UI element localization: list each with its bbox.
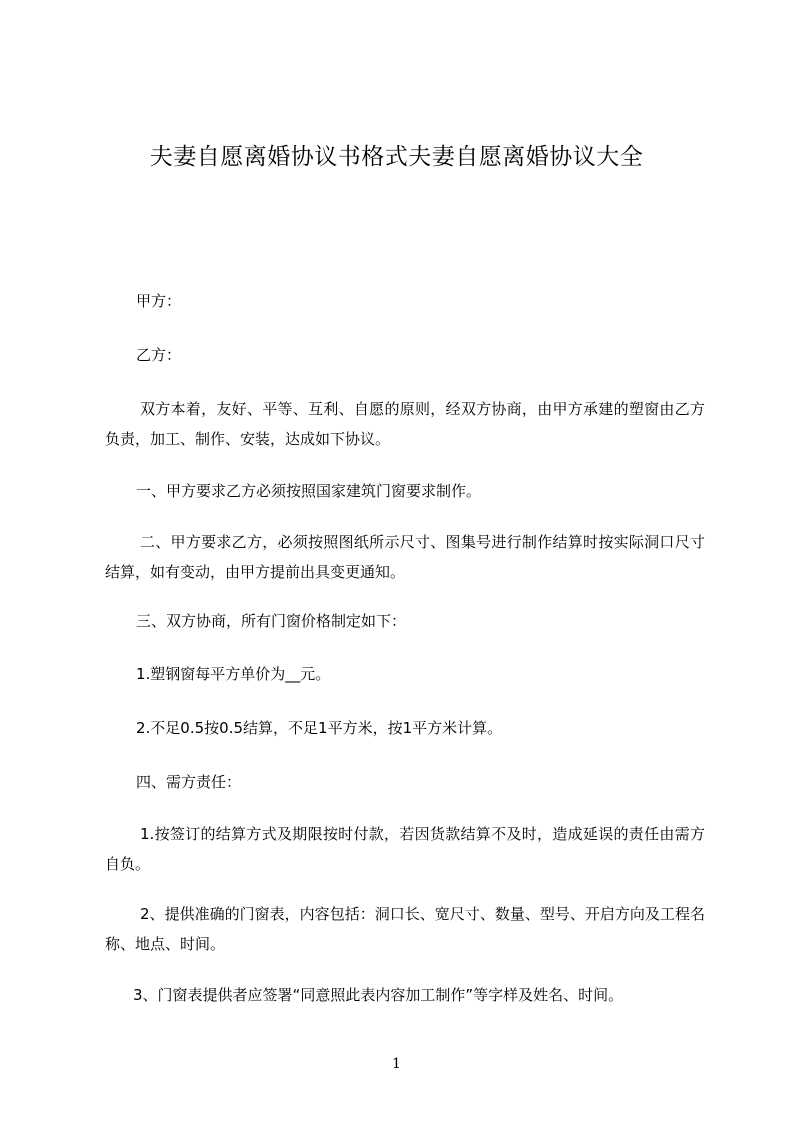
clause-4-heading: 四、需方责任： <box>136 773 242 791</box>
clause-3: 三、双方协商，所有门窗价格制定如下： <box>136 612 407 630</box>
clause-1: 一、甲方要求乙方必须按照国家建筑门窗要求制作。 <box>136 482 482 500</box>
price-item-1: 1.塑钢窗每平方单价为__元。 <box>136 665 331 683</box>
party-b-line: 乙方： <box>136 346 182 364</box>
party-a-line: 甲方： <box>136 292 182 310</box>
buyer-duty-2: 2、提供准确的门窗表，内容包括：洞口长、宽尺寸、数量、型号、开启方向及工程名称、地点、时间。 <box>105 905 705 953</box>
buyer-duty-1: 1.按签订的结算方式及期限按时付款，若因货款结算不及时，造成延误的责任由需方自负。 <box>105 825 705 873</box>
buyer-duty-3: 3、门窗表提供者应签署“同意照此表内容加工制作”等字样及姓名、时间。 <box>133 986 624 1004</box>
preamble-paragraph: 双方本着，友好、平等、互利、自愿的原则，经双方协商，由甲方承建的塑窗由乙方负责，加工、制作、安装，达成如下协议。 <box>105 400 705 448</box>
document-title: 夫妻自愿离婚协议书格式夫妻自愿离婚协议大全 <box>149 144 644 170</box>
clause-2: 二、甲方要求乙方，必须按照图纸所示尺寸、图集号进行制作结算时按实际洞口尺寸结算，如有变动，由甲方提前出具变更通知。 <box>105 533 705 581</box>
page-number: 1 <box>392 1056 401 1072</box>
price-item-2: 2.不足0.5按0.5结算，不足1平方米，按1平方米计算。 <box>136 719 503 737</box>
